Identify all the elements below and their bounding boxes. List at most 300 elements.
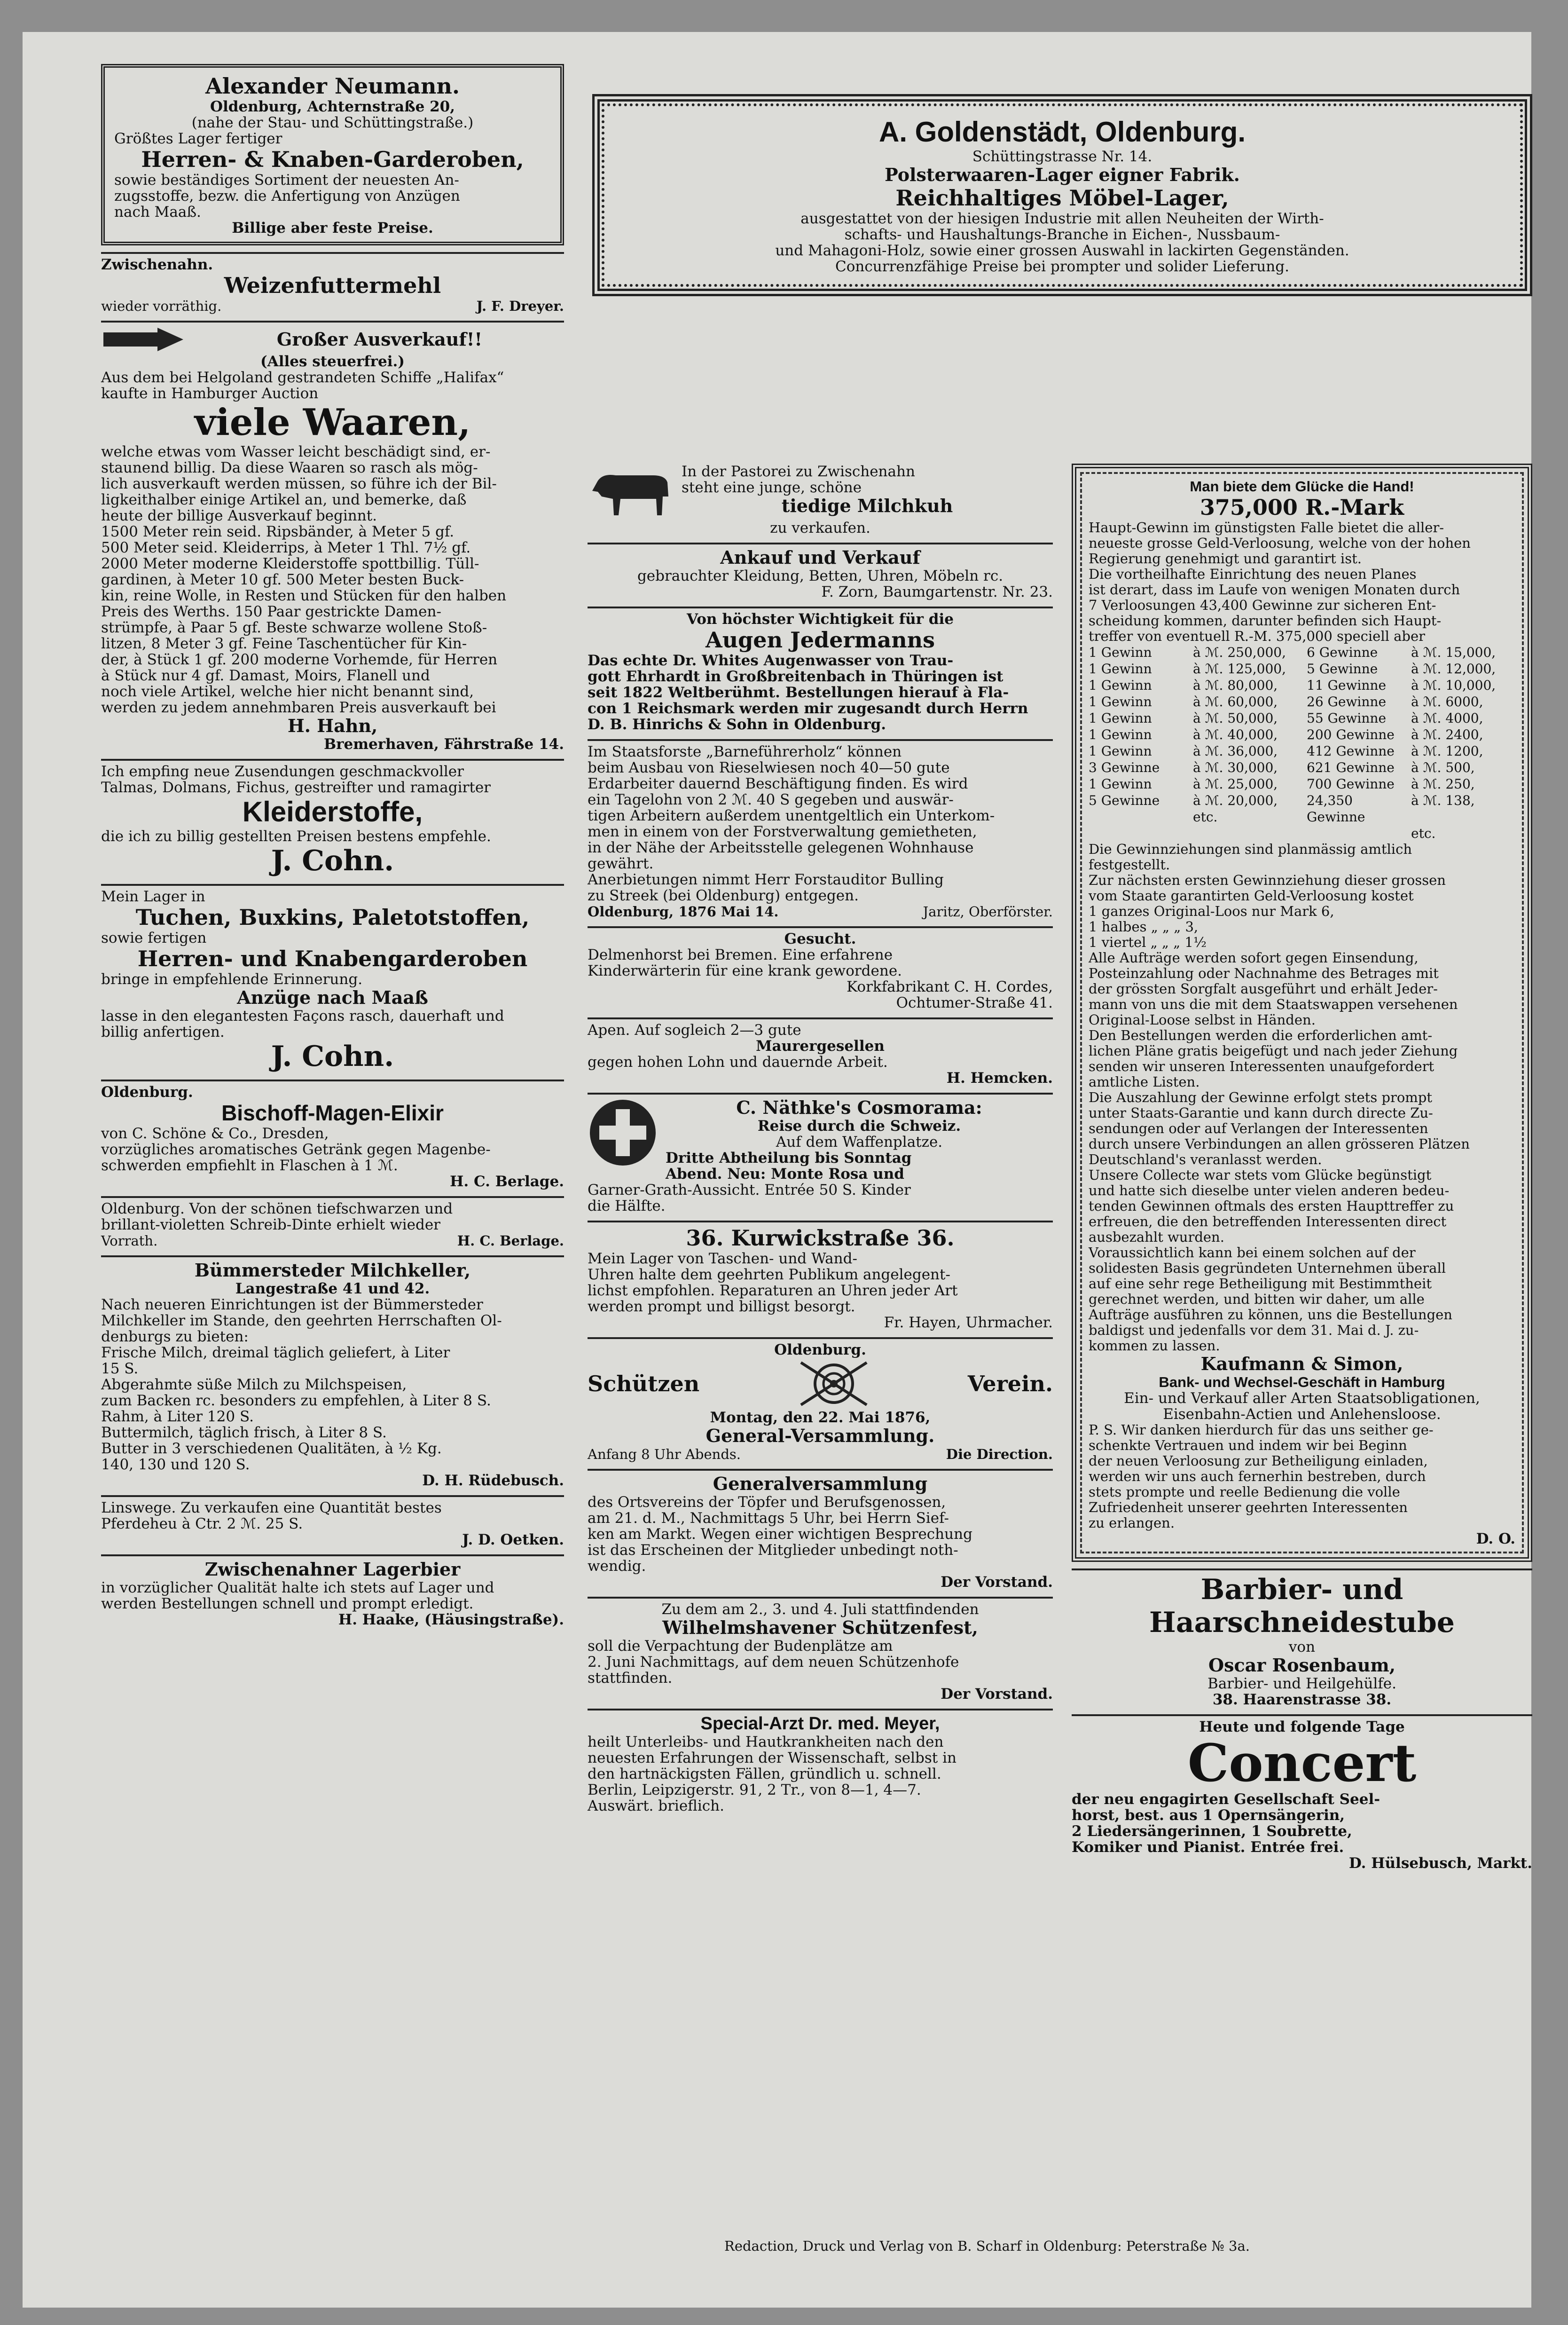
concert-headline: Concert [1187,1733,1417,1793]
prize-row [1307,710,1515,726]
text-line: Milchkeller im Stande, den geehrten Herrschaften Ol- [101,1312,502,1329]
column-3 [1072,461,1532,1878]
ad-neumann [101,61,564,254]
cordes-headline: Gesucht. [784,930,856,947]
ad-goldenstaedt [592,94,1532,296]
prize-row [1089,644,1297,661]
haake-headline: Zwischenahner Lagerbier [204,1559,461,1580]
kuh-text2: steht eine junge, schöne [682,479,862,496]
prize-cell: à ℳ. 50,000, [1193,710,1278,726]
text-line: der grössten Sorgfalt ausgeführt und erhält Jeder- [1089,981,1438,997]
prize-row [1089,661,1297,677]
prize-cell: à ℳ. 2400, [1411,727,1483,742]
text-line: litzen, 8 Meter 3 gf. Feine Taschentücher für Kin- [101,635,467,652]
hemcken-text1: Apen. Auf sogleich 2—3 gute [588,1022,801,1039]
elixir-text2: vorzügliches aromatisches Getränk gegen Magenbe- [101,1141,491,1158]
text-line: beim Ausbau von Rieselwiesen noch 40—50 gute [588,759,950,776]
text-line: Die Gewinnziehungen sind planmässig amtlich [1089,841,1412,857]
text-line: staunend billig. Da diese Waaren so rasch als mög- [101,459,478,476]
text-line: Alle Aufträge werden sofort gegen Einsendung, [1089,950,1419,966]
swiss-cross-icon [588,1097,658,1168]
text-line: 15 S. [101,1360,139,1377]
text-line: welche etwas vom Wasser leicht beschädigt sind, er- [101,443,491,460]
prize-cell: 1 Gewinn [1089,678,1152,693]
hahn-text1: Aus dem bei Helgoland gestrandeten Schiffe „Halifax“ [101,369,504,386]
text-line: Komiker und Pianist. Entrée frei. [1072,1839,1344,1856]
text-line: Butter in 3 verschiedenen Qualitäten, à ½ Kg. [101,1440,442,1457]
text-line: horst, best. aus 1 Opernsängerin, [1072,1807,1345,1824]
lotterie-firm-text2: Eisenbahn-Actien und Anlehensloose. [1163,1406,1441,1423]
cohn2-text3: bringe in empfehlende Erinnerung. [101,971,363,988]
ad-hemcken [588,1019,1053,1095]
prize-row [1307,776,1515,792]
augen-top: Von höchster Wichtigkeit für die [687,611,954,628]
text-line: men in einem von der Forstverwaltung gemietheten, [588,823,977,840]
text-line: Die vortheilhafte Einrichtung des neuen Planes [1089,566,1417,582]
barbier-name: Oscar Rosenbaum, [1208,1655,1396,1676]
neumann-text1: sowie beständiges Sortiment der neuesten An- [114,172,459,189]
text-line: Erdarbeiter dauernd Beschäftigung finden. Es wird [588,775,968,792]
prize-cell: 1 Gewinn [1089,710,1152,726]
footer-imprint: Redaction, Druck und Verlag von B. Scharf in Oldenburg: Peterstraße № 3a. [724,2238,1250,2254]
text-line: Das echte Dr. Whites Augenwasser von Trau- [588,652,954,669]
text-line: 1500 Meter rein seid. Ripsbänder, à Meter 5 gf. [101,523,455,540]
cohn2-name: J. Cohn. [271,1040,394,1073]
wilhelmshaven-body [588,1638,1053,1686]
cohn1-text2: Talmas, Dolmans, Fichus, gestreifter und ramagirter [101,779,491,796]
prize-cell: 5 Gewinne [1307,661,1378,677]
text-line: soll die Verpachtung der Budenplätze am [588,1638,893,1655]
text-line: 2 Liedersängerinnen, 1 Soubrette, [1072,1823,1352,1840]
cosmorama-sub: Reise durch die Schweiz. [757,1118,961,1135]
text-line: denburgs zu bieten: [101,1328,249,1345]
milch-address: Langestraße 41 und 42. [235,1280,430,1297]
ad-cohn-kleiderstoffe [101,761,564,886]
prize-row [1307,644,1515,661]
hahn-body [101,444,564,716]
text-line: ein Tagelohn von 2 ℳ. 40 S gegeben und auswär- [588,791,954,808]
text-line: Original-Loose selbst in Händen. [1089,1012,1316,1028]
text-line: Frische Milch, dreimal täglich geliefert, à Liter [101,1344,450,1361]
zorn-sign: F. Zorn, Baumgartenstr. Nr. 23. [821,583,1053,600]
text-line: à Stück nur 4 gf. Damast, Moirs, Flanell und [101,667,430,684]
goldenstaedt-text4: Concurrenzfähige Preise bei prompter und solider Lieferung. [835,258,1289,275]
wilhelmshaven-headline: Wilhelmshavener Schützenfest, [662,1617,978,1638]
milch-body [101,1297,564,1473]
prize-cell: 6 Gewinne [1307,645,1378,660]
cohn2-headline1: Tuchen, Buxkins, Paletotstoffen, [135,905,530,930]
oetken-text2: Pferdeheu à Ctr. 2 ℳ. 25 S. [101,1515,303,1532]
ad-meyer [588,1710,1053,1821]
cordes-sign: Korkfabrikant C. H. Cordes, [847,978,1053,995]
lotterie-firm: Kaufmann & Simon, [1200,1353,1403,1374]
text-line: 1 halbes „ „ „ 3, [1089,919,1199,935]
prize-row [1307,792,1515,825]
text-line: D. B. Hinrichs & Sohn in Oldenburg. [588,716,886,733]
haake-text1: in vorzüglicher Qualität halte ich stets auf Lager und [101,1579,494,1596]
text-line: zu Streek (bei Oldenburg) entgegen. [588,887,859,904]
schuetzen-date: Montag, den 22. Mai 1876, [710,1409,931,1426]
cosmorama-text5: die Hälfte. [588,1198,666,1214]
cohn2-text2: sowie fertigen [101,930,207,946]
hayen-sign: Fr. Hayen, Uhrmacher. [884,1314,1053,1331]
lotterie-headline: 375,000 R.-Mark [1200,495,1404,520]
concert-top: Heute und folgende Tage [1199,1718,1405,1735]
ad-hayen [588,1222,1053,1339]
goldenstaedt-line2: Reichhaltiges Möbel-Lager, [895,185,1229,211]
neumann-price: Billige aber feste Preise. [232,220,433,236]
text-line: werden zu jedem annehmbaren Preis ausverkauft bei [101,699,496,716]
text-line: der, à Stück 1 gf. 200 moderne Vorhemde, für Herren [101,651,498,668]
goldenstaedt-address: Schüttingstrasse Nr. 14. [972,148,1152,165]
lotterie-intro [1089,520,1515,644]
text-line: P. S. Wir danken hierdurch für das uns seither ge- [1089,1422,1434,1438]
prize-cell: à ℳ. 6000, [1411,694,1483,709]
prize-row [1307,661,1515,677]
cordes-text1: Delmenhorst bei Bremen. Eine erfahrene [588,946,893,963]
lotterie-ps-sign: D. O. [1476,1530,1515,1547]
text-line: treffer von eventuell R.-M. 375,000 speciell aber [1089,628,1425,644]
text-line: Deutschland's veranlasst werden. [1089,1151,1322,1167]
cosmorama-text2: Dritte Abtheilung bis Sonntag [666,1150,912,1166]
prizes-right-list [1307,644,1515,842]
text-line: Anerbietungen nimmt Herr Forstauditor Bulling [588,871,944,888]
neumann-headline: Herren- & Knaben-Garderoben, [141,147,524,172]
prize-row [1307,825,1515,842]
prize-cell: etc. [1193,809,1218,825]
ad-jaritz [588,741,1053,928]
elixir-sign: H. C. Berlage. [450,1173,564,1190]
dreyer-text: wieder vorräthig. [101,298,222,314]
ad-augen [588,608,1053,741]
barbier-address: 38. Haarenstrasse 38. [1212,1691,1392,1708]
neumann-intro: Größtes Lager fertiger [114,130,282,147]
text-line: in der Nähe der Arbeitsstelle gelegenen Wohnhause [588,839,974,856]
text-line: Den Bestellungen werden die erforderlichen amt- [1089,1027,1433,1043]
text-line: lich ausverkauft werden müssen, so führe ich der Bil- [101,475,497,492]
prize-cell: à ℳ. 20,000, [1193,793,1278,808]
milch-sign: D. H. Rüdebusch. [422,1472,564,1489]
prize-cell: 621 Gewinne [1307,760,1395,775]
cohn2-headline2: Herren- und Knabengarderoben [137,946,528,971]
prize-row [1089,776,1297,792]
text-line: unter Staats-Garantie und kann durch directe Zu- [1089,1105,1433,1121]
prize-cell: à ℳ. 250,000, [1193,645,1286,660]
text-line: schenkte Vertrauen und indem wir bei Beginn [1089,1437,1407,1453]
prize-cell: 24,350 Gewinne [1307,793,1365,825]
prize-row [1089,809,1297,825]
text-line: senden wir unseren Interessenten unaufgefordert [1089,1058,1435,1074]
prize-cell [1089,809,1193,825]
column-1 [101,61,564,1634]
elixir-text1: von C. Schöne & Co., Dresden, [101,1125,329,1142]
text-line: Regierung genehmigt und garantirt ist. [1089,551,1362,567]
text-line: den hartnäckigsten Fällen, gründlich u. schnell. [588,1765,941,1782]
augen-headline: Augen Jedermanns [706,627,935,653]
cohn1-text3: die ich zu billig gestellten Preisen bestens empfehle. [101,828,491,845]
text-line: sendungen oder auf Verlangen der Interessenten [1089,1120,1428,1136]
prize-row [1307,743,1515,759]
schuetzen-headline-left: Schützen [588,1371,700,1396]
text-line: 7 Verloosungen 43,400 Gewinne zur sicheren Ent- [1089,597,1436,613]
prize-cell: à ℳ. 36,000, [1193,743,1278,759]
text-line: Zufriedenheit unserer geehrten Interessenten [1089,1499,1408,1515]
toepfer-headline: Generalversammlung [713,1473,928,1494]
text-line: stets prompte und reelle Bedienung die volle [1089,1484,1400,1500]
text-line: tigen Arbeitern außerdem unentgeltlich ein Unterkom- [588,807,995,824]
dinte-sign: H. C. Berlage. [457,1233,564,1249]
text-line: 1 viertel „ „ „ 1½ [1089,934,1207,950]
text-line: noch viele Artikel, welche hier nicht benannt sind, [101,683,474,700]
ad-dreyer [101,254,564,323]
neumann-name: Alexander Neumann. [205,73,460,99]
text-line: zum Backen rc. besonders zu empfehlen, à Liter 8 S. [101,1392,491,1409]
prize-cell: à ℳ. 80,000, [1193,678,1278,693]
hayen-headline: 36. Kurwickstraße 36. [686,1225,955,1251]
hemcken-headline: Maurergesellen [756,1038,885,1055]
barbier-sub: Barbier- und Heilgehülfe. [1207,1675,1396,1692]
column-2 [588,461,1053,1821]
cohn2-text5: billig anfertigen. [101,1024,225,1040]
prize-cell: 55 Gewinne [1307,710,1387,726]
jaritz-sign: Jaritz, Oberförster. [923,904,1053,920]
text-line: gewährt. [588,855,654,872]
text-line: Haupt-Gewinn im günstigsten Falle bietet die aller- [1089,520,1444,536]
prize-cell: à ℳ. 4000, [1411,710,1483,726]
prize-cell: à ℳ. 40,000, [1193,727,1278,742]
text-line: Buttermilch, täglich frisch, à Liter 8 S. [101,1424,387,1441]
prize-cell: 1 Gewinn [1089,743,1152,759]
text-line: Voraussichtlich kann bei einem solchen auf der [1089,1245,1416,1261]
dinte-text1: Oldenburg. Von der schönen tiefschwarzen und [101,1200,453,1217]
text-line: erfreuen, die den betreffenden Interessenten direct [1089,1214,1447,1229]
dreyer-sign: J. F. Dreyer. [476,298,564,314]
ad-milchkuh [588,461,1053,544]
toepfer-sign: Der Vorstand. [941,1574,1053,1591]
prize-cell: à ℳ. 1200, [1411,743,1483,759]
dreyer-place: Zwischenahn. [101,256,213,273]
text-line: Im Staatsforste „Barneführerholz“ können [588,743,902,760]
dinte-text3: Vorrath. [101,1233,158,1249]
text-line: werden prompt und billigst besorgt. [588,1298,855,1315]
text-line: heilt Unterleibs- und Hautkrankheiten nach den [588,1734,944,1750]
prize-row [1307,759,1515,776]
text-line: lichen Pläne gratis beigefügt und nach jeder Ziehung [1089,1043,1458,1059]
lotterie-firm-sub: Bank- und Wechsel-Geschäft in Hamburg [1159,1374,1445,1390]
kuh-text1: In der Pastorei zu Zwischenahn [682,463,915,480]
lotterie-body [1089,842,1515,1354]
prize-cell: à ℳ. 12,000, [1411,661,1496,677]
concert-sign: D. Hülsebusch, Markt. [1348,1855,1532,1872]
cosmorama-text4: Garner-Grath-Aussicht. Entrée 50 S. Kinder [588,1182,911,1198]
text-line: Uhren halte dem geehrten Publikum angelegent- [588,1266,950,1283]
schuetzen-headline2: General-Versammlung. [706,1425,935,1446]
ad-cordes [588,928,1053,1019]
ad-cohn-tuchen [101,886,564,1081]
text-line: 2000 Meter moderne Kleiderstoffe spottbillig. Tüll- [101,555,479,572]
prize-row [1307,726,1515,743]
schuetzen-sign: Die Direction. [946,1446,1053,1462]
pointing-hand-icon [101,325,186,354]
prize-cell: 11 Gewinne [1307,678,1387,693]
ad-dinte [101,1198,564,1257]
neumann-address: Oldenburg, Achternstraße 20, [210,98,455,115]
ad-zorn [588,544,1053,608]
text-line: ausbezahlt wurden. [1089,1229,1224,1245]
ad-milchkeller [101,1257,564,1497]
prize-cell: 1 Gewinn [1089,645,1152,660]
lotterie-firm-text1: Ein- und Verkauf aller Arten Staatsobligationen, [1124,1390,1480,1407]
text-line: Mein Lager von Taschen- und Wand- [588,1250,857,1267]
text-line: ist derart, dass im Laufe von wenigen Monaten durch [1089,582,1460,598]
text-line: kin, reine Wolle, in Resten und Stücken für den halben [101,587,507,604]
text-line: und hatte sich dieselbe unter vielen anderen bedeu- [1089,1182,1450,1198]
text-line: ken am Markt. Wegen einer wichtigen Besprechung [588,1526,972,1543]
prize-cell: à ℳ. 25,000, [1193,776,1278,792]
text-line: ligkeithalber einige Artikel an, und bemerke, daß [101,491,467,508]
ad-cosmorama [588,1095,1053,1222]
text-line: des Ortsvereins der Töpfer und Berufsgenossen, [588,1494,946,1511]
zorn-text1: gebrauchter Kleidung, Betten, Uhren, Möbeln rc. [637,567,1004,584]
prize-cell: à ℳ. 15,000, [1411,645,1496,660]
text-line: Zur nächsten ersten Gewinnziehung dieser grossen [1089,872,1446,888]
prize-cell: à ℳ. 250, [1411,776,1475,792]
text-line: scheidung kommen, darunter befinden sich Haupt- [1089,613,1442,629]
cordes-address: Ochtumer-Straße 41. [896,994,1053,1011]
prize-row [1089,710,1297,726]
oetken-text1: Linswege. Zu verkaufen eine Quantität bestes [101,1499,442,1516]
text-line: gardinen, à Meter 10 gf. 500 Meter besten Buck- [101,571,464,588]
prize-cell: 1 Gewinn [1089,694,1152,709]
schuetzen-place: Oldenburg. [774,1341,866,1358]
cohn2-text4: lasse in den elegantesten Façons rasch, dauerhaft und [101,1008,504,1025]
text-line: wendig. [588,1558,646,1575]
text-line: der neuen Verloosung zur Betheiligung einladen, [1089,1453,1428,1469]
prize-cell: 5 Gewinne [1089,793,1160,808]
text-line: durch unsere Verbindungen an allen grösseren Plätzen [1089,1136,1470,1152]
prize-cell: 1 Gewinn [1089,727,1152,742]
prizes-left-list [1089,644,1297,842]
milch-headline: Bümmersteder Milchkeller, [194,1260,471,1281]
lotterie-top: Man biete dem Glücke die Hand! [1190,478,1414,495]
cohn1-text1: Ich empfing neue Zusendungen geschmackvoller [101,763,464,780]
prize-row [1089,759,1297,776]
cohn1-headline: Kleiderstoffe, [242,796,423,828]
text-line: Berlin, Leipzigerstr. 91, 2 Tr., von 8—1, 4—7. [588,1781,921,1798]
kuh-headline: tiedige Milchkuh [781,495,953,516]
schuetzen-headline-right: Verein. [967,1371,1053,1396]
text-line: gerechnet werden, und bitten wir daher, um alle [1089,1291,1425,1307]
goldenstaedt-text2: schafts- und Haushaltungs-Branche in Eichen-, Nussbaum- [844,226,1280,243]
barbier-headline1: Barbier- und [1200,1573,1403,1606]
barbier-von: von [1288,1639,1316,1655]
text-line: Rahm, à Liter 120 S. [101,1408,254,1425]
toepfer-body [588,1494,1053,1574]
text-line: strümpfe, à Paar 5 gf. Beste schwarze wollene Stoß- [101,619,487,636]
jaritz-date: Oldenburg, 1876 Mai 14. [588,904,779,920]
prize-cell: 3 Gewinne [1089,760,1160,775]
text-line: neueste grosse Geld-Verloosung, welche von der hohen [1089,535,1471,551]
target-rifles-icon [796,1358,871,1410]
cosmorama-headline: C. Näthke's Cosmorama: [736,1097,982,1118]
text-line: tenden Gewinnen oftmals des ersten Haupttreffer zu [1089,1198,1454,1214]
text-line: amtliche Listen. [1089,1074,1200,1090]
prize-cell: 1 Gewinn [1089,776,1152,792]
text-line: Die Auszahlung der Gewinne erfolgt stets prompt [1089,1089,1433,1105]
prize-cell: à ℳ. 30,000, [1193,760,1278,775]
neumann-near: (nahe der Stau- und Schüttingstraße.) [191,114,474,131]
text-line: Preis des Werths. 150 Paar gestrickte Damen- [101,603,441,620]
text-line: gott Ehrhardt in Großbreitenbach in Thüringen ist [588,668,1004,685]
hahn-city: Bremerhaven, Fährstraße 14. [323,736,564,753]
prize-cell: 26 Gewinne [1307,694,1387,709]
hahn-headline: Großer Ausverkauf!! [276,329,483,350]
ad-barbier [1072,1570,1532,1716]
elixir-headline: Bischoff-Magen-Elixir [221,1101,444,1125]
oetken-sign: J. D. Oetken. [462,1531,564,1548]
text-line: ist das Erscheinen der Mitglieder unbedingt noth- [588,1542,958,1559]
prize-cell: 700 Gewinne [1307,776,1395,792]
text-line: Abgerahmte süße Milch zu Milchspeisen, [101,1376,407,1393]
elixir-place: Oldenburg. [101,1084,193,1101]
hemcken-text2: gegen hohen Lohn und dauernde Arbeit. [588,1054,888,1071]
cohn1-name: J. Cohn. [271,844,394,877]
text-line: Aufträge ausführen zu können, uns die Bestellungen [1089,1307,1452,1323]
prize-cell: 412 Gewinne [1307,743,1395,759]
haake-text2: werden Bestellungen schnell und prompt erledigt. [101,1595,474,1612]
hahn-big: viele Waaren, [194,401,471,444]
text-line: 1 ganzes Original-Loos nur Mark 6, [1089,903,1334,919]
text-line: 500 Meter seid. Kleiderrips, à Meter 1 Thl. 7½ gf. [101,539,471,556]
text-line: der neu engagirten Gesellschaft Seel- [1072,1791,1380,1808]
cohn2-text1: Mein Lager in [101,888,205,905]
dreyer-headline: Weizenfuttermehl [224,273,441,298]
text-line: festgestellt. [1089,857,1170,873]
prize-cell: à ℳ. 138, [1411,793,1475,808]
text-line: Posteinzahlung oder Nachnahme des Betrages mit [1089,965,1439,981]
ad-toepfer [588,1471,1053,1599]
prize-cell: 1 Gewinn [1089,661,1152,677]
prize-row [1089,743,1297,759]
text-line: con 1 Reichsmark werden mir zugesandt durch Herrn [588,700,1028,717]
goldenstaedt-text3: und Mahagoni-Holz, sowie einer grossen Auswahl in lackirten Gegenständen. [775,242,1349,259]
neumann-text3: nach Maaß. [114,204,201,221]
text-line: solidesten Basis gegründeten Unternehmen überall [1089,1260,1446,1276]
text-line: zu erlangen. [1089,1515,1175,1531]
prize-cell: à ℳ. 60,000, [1193,694,1278,709]
concert-body [1072,1791,1532,1855]
text-line: Nach neueren Einrichtungen ist der Bümmersteder [101,1296,483,1313]
prize-row [1307,694,1515,710]
barbier-headline2: Haarschneidestube [1149,1606,1455,1639]
hayen-body [588,1251,1053,1315]
ad-hahn [101,323,564,761]
lotterie-ps [1089,1422,1515,1531]
goldenstaedt-text1: ausgestattet von der hiesigen Industrie mit allen Neuheiten der Wirth- [800,210,1324,227]
cosmorama-text1: Auf dem Waffenplatze. [776,1134,943,1151]
cohn2-headline3: Anzüge nach Maaß [237,987,428,1008]
prize-cell: 200 Gewinne [1307,727,1395,742]
ad-lotterie [1072,461,1532,1570]
text-line: werden wir uns auch fernerhin bestreben, durch [1089,1468,1426,1484]
text-line: kommen zu lassen. [1089,1338,1220,1354]
prize-row [1089,694,1297,710]
ad-wilhelmshaven [588,1599,1053,1710]
prize-row [1089,677,1297,694]
cosmorama-text3: Abend. Neu: Monte Rosa und [666,1166,904,1182]
goldenstaedt-name: A. Goldenstädt, Oldenburg. [879,116,1246,148]
text-line: am 21. d. M., Nachmittags 5 Uhr, bei Herrn Sief- [588,1510,949,1527]
